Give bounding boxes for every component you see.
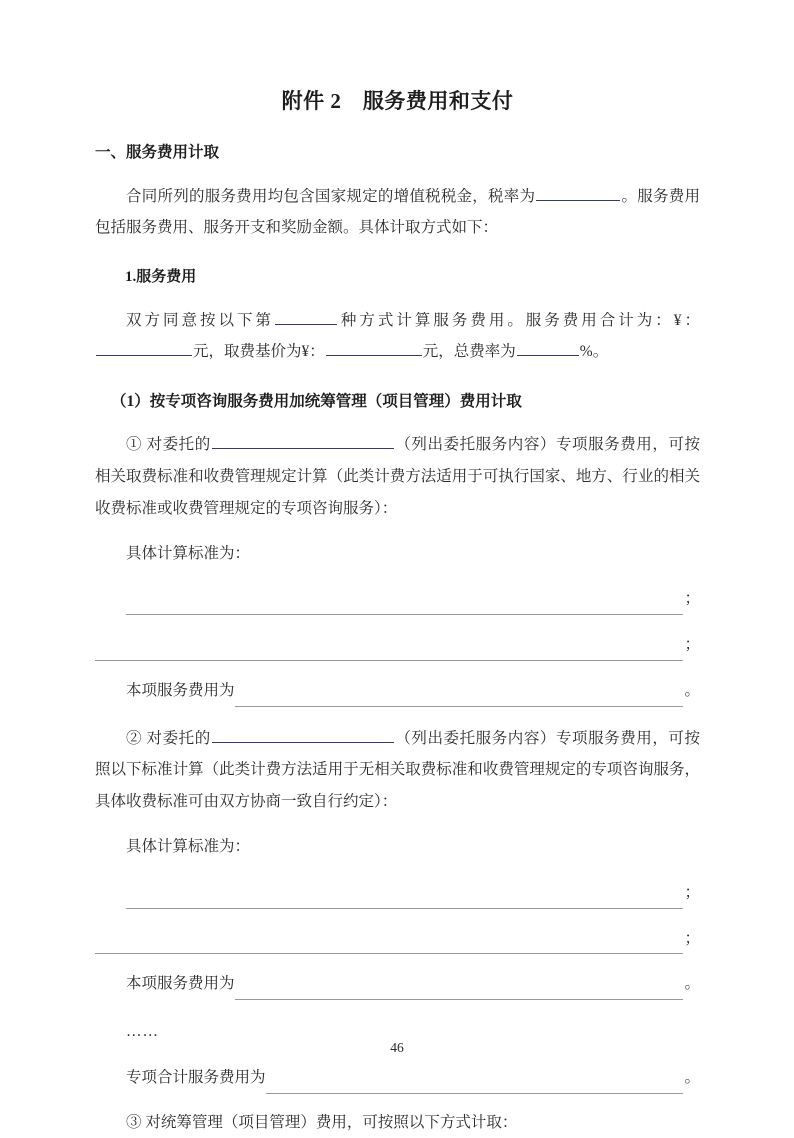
para-2-seg-1: 双方同意按以下第 [126, 311, 274, 329]
subsection-heading-method-1: （1）按专项咨询服务费用加统筹管理（项目管理）费用计取 [111, 393, 522, 411]
item-1-seg-1: ① 对委托的 [126, 436, 211, 454]
paragraph-fee-method-selection [95, 289, 700, 369]
item-1-seg-2: （列出委托服务内容）专项服务费用，可按相关取费标准和收费管理规定计算（此类计费方法适用于可执行国家、地方、行业的相关收费标准或收费管理规定的专项咨询服务）： [95, 436, 700, 517]
para-1-after-blank: 。服务费用包括服务费用、服务开支和奖励金额。具体计取方式如下： [95, 187, 700, 237]
label-calculation-standard-2: 具体计算标准为： [126, 838, 251, 856]
item-2-seg-1: ② 对委托的 [126, 729, 211, 747]
ellipsis-continuation: …… [126, 1023, 159, 1041]
blank-rule-row-4 [95, 909, 700, 955]
subtotal-line-blank[interactable] [266, 1073, 684, 1093]
blank-rule-3-tail: ； [684, 883, 700, 901]
item-1-entrusted-content-blank[interactable] [212, 434, 394, 450]
page-number: 46 [390, 1040, 404, 1055]
item-2-entrusted-content-blank[interactable] [212, 727, 394, 743]
blank-rule-4-line[interactable] [95, 934, 683, 954]
paragraph-vat-and-composition [95, 165, 700, 245]
para-1-before-blank: 合同所列的服务费用均包含国家规定的增值税税金，税率为 [126, 187, 536, 205]
fee-line-2-tail: 。 [684, 975, 700, 993]
blank-rule-2-tail: ； [684, 636, 700, 654]
blank-rule-row-1 [95, 569, 700, 615]
blank-rule-row-3 [95, 863, 700, 909]
label-calculation-standard-1: 具体计算标准为： [126, 544, 251, 562]
para-2-seg-2: 种方式计算服务费用。服务费用合计为：¥： [337, 311, 700, 329]
fee-line-row-1 [95, 661, 700, 707]
blank-rule-3-line[interactable] [126, 888, 683, 908]
blank-rule-1-tail: ； [684, 590, 700, 608]
page-content [95, 0, 700, 1138]
item-2-seg-2: （列出委托服务内容）专项服务费用，可按照以下标准计算（此类计费方法适用于无相关取费标准和收费管理规定的专项咨询服务，具体收费标准可由双方协商一致自行约定）： [95, 729, 700, 811]
page-title: 附件 2 服务费用和支付 [281, 89, 514, 113]
base-price-blank[interactable] [326, 341, 422, 357]
blank-rule-2-line[interactable] [95, 641, 683, 661]
fee-line-2-label: 本项服务费用为 [126, 975, 235, 993]
section-heading-service-fee-calculation: 一、服务费用计取 [95, 144, 220, 162]
subtotal-line-tail: 。 [684, 1068, 700, 1086]
blank-rule-4-tail: ； [684, 929, 700, 947]
fee-line-1-tail: 。 [684, 681, 700, 699]
paragraph-item-3: ③ 对统筹管理（项目管理）费用，可按照以下方式计取： [126, 1113, 518, 1131]
fee-line-2-blank[interactable] [235, 980, 684, 1000]
fee-line-1-label: 本项服务费用为 [126, 681, 235, 699]
subtotal-line-label: 专项合计服务费用为 [126, 1068, 266, 1086]
para-2-seg-4: 元，总费率为 [422, 343, 516, 361]
fee-line-row-2 [95, 954, 700, 1000]
total-rate-blank[interactable] [517, 341, 579, 357]
method-number-blank[interactable] [275, 309, 337, 325]
blank-rule-1-line[interactable] [126, 595, 683, 615]
subsection-heading-service-fee: 1.服务费用 [125, 269, 197, 286]
blank-rule-row-2 [95, 615, 700, 661]
paragraph-item-2 [95, 707, 700, 818]
fee-line-1-blank[interactable] [235, 686, 684, 706]
total-service-fee-blank[interactable] [96, 341, 192, 357]
tax-rate-blank[interactable] [536, 185, 620, 201]
para-2-seg-5: %。 [579, 343, 609, 361]
para-2-seg-3: 元，取费基价为¥： [193, 343, 325, 361]
paragraph-item-1 [95, 413, 700, 524]
